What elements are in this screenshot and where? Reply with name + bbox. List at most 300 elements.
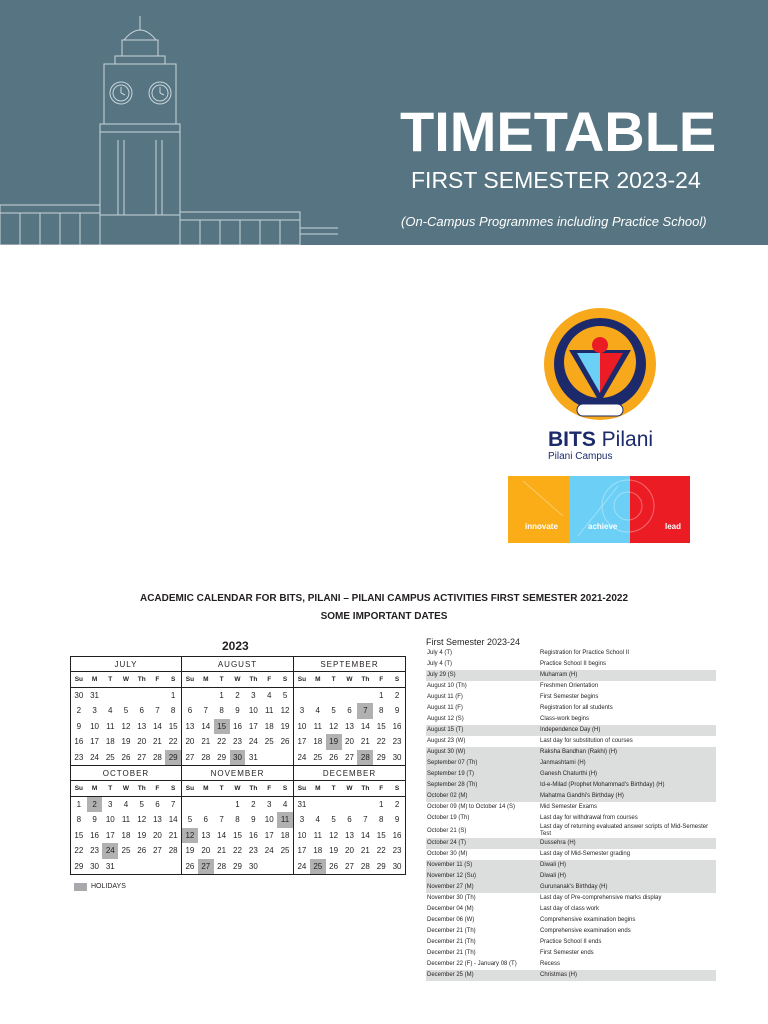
important-dates-list (426, 648, 716, 981)
day-cell: 3 (251, 690, 256, 700)
day-cell: 3 (266, 799, 272, 809)
tagline-banner (508, 476, 690, 543)
day-cell: 7 (170, 799, 176, 809)
day-cell: 27 (185, 752, 195, 762)
day-cell (198, 797, 214, 813)
day-cell: 21 (360, 737, 370, 746)
day-cell: 22 (168, 737, 178, 746)
month-name: AUGUST (182, 657, 293, 672)
day-cell (165, 859, 181, 875)
day-cell (150, 859, 166, 875)
day-cell: 3 (299, 815, 305, 824)
weekday-label: S (277, 781, 293, 797)
date-text: December 06 (W) (427, 917, 475, 923)
day-cell (182, 688, 198, 704)
date-text: December 21 (Th) (427, 950, 476, 956)
day-cell: 1 (219, 690, 224, 700)
day-cell: 30 (90, 861, 100, 871)
date-row (426, 791, 716, 802)
holiday-legend: HOLIDAYS (74, 882, 126, 892)
day-cell: 29 (217, 752, 227, 762)
event-text: Practice School II begins (540, 661, 607, 667)
day-cell: 28 (360, 861, 370, 871)
date-text: December 22 (F) - January 08 (T) (427, 961, 517, 967)
day-cell: 15 (168, 721, 178, 731)
day-cell (118, 859, 134, 875)
day-cell: 29 (233, 861, 242, 871)
weekday-label: W (118, 781, 134, 797)
date-row (426, 758, 716, 769)
date-row (426, 692, 716, 703)
day-cell: 10 (264, 815, 274, 824)
tag-lead: lead (665, 522, 682, 531)
event-text: Registration for all students (540, 705, 613, 711)
day-cell: 8 (235, 815, 240, 824)
day-cell: 23 (233, 737, 242, 746)
day-cell: 26 (121, 752, 131, 762)
day-cell: 9 (92, 815, 97, 824)
day-cell: 7 (363, 815, 368, 824)
weekday-label: T (214, 781, 230, 797)
event-text: Practice School II ends (540, 939, 602, 945)
day-cell: 9 (76, 721, 82, 731)
date-row (426, 681, 716, 692)
holiday-day-cell: 11 (277, 812, 293, 828)
day-cell: 15 (233, 830, 242, 840)
holiday-day-cell: 15 (214, 719, 230, 735)
event-text: Last day for withdrawal from courses (540, 815, 638, 821)
day-cell: 12 (280, 706, 290, 715)
event-text: First Semester ends (540, 950, 594, 956)
day-cell: 29 (376, 861, 386, 871)
day-cell: 5 (123, 706, 129, 715)
day-cell: 30 (74, 690, 84, 700)
day-cell: 8 (76, 815, 82, 824)
date-text: September 19 (T) (427, 771, 475, 777)
day-cell: 16 (74, 737, 84, 746)
day-cell: 22 (74, 846, 84, 855)
day-cell: 11 (106, 721, 115, 731)
day-cell: 25 (105, 752, 115, 762)
date-row (426, 915, 716, 926)
day-cell (342, 797, 358, 813)
date-text: October 19 (Th) (427, 815, 470, 821)
day-cell: 16 (392, 721, 402, 731)
date-text: July 4 (T) (427, 650, 453, 656)
date-row (426, 824, 716, 838)
event-text: Recess (540, 961, 561, 967)
day-cell: 1 (76, 799, 82, 809)
day-cell: 22 (376, 737, 386, 746)
day-cell: 30 (392, 861, 402, 871)
weekday-label: Su (71, 672, 87, 688)
month-calendar-grid (71, 657, 406, 875)
day-cell: 21 (168, 830, 178, 840)
weekday-label: W (118, 672, 134, 688)
day-cell: 24 (297, 752, 307, 762)
month-name: JULY (71, 657, 181, 672)
date-text: August 23 (W) (427, 738, 466, 744)
day-cell: 6 (155, 799, 160, 809)
date-text: October 09 (M) to October 14 (S) (427, 804, 516, 810)
day-cell: 12 (137, 815, 147, 824)
event-text: Independence Day (H) (540, 727, 601, 733)
month-september (293, 656, 406, 766)
day-cell: 2 (394, 690, 400, 700)
date-row (426, 893, 716, 904)
event-text: Muharram (H) (540, 672, 578, 678)
date-row (426, 648, 716, 659)
day-cell: 18 (105, 737, 115, 746)
day-cell: 10 (90, 721, 100, 731)
date-text: December 21 (Th) (427, 928, 476, 934)
holiday-day-cell: 25 (310, 859, 326, 875)
date-text: October 02 (M) (427, 793, 468, 799)
date-row (426, 769, 716, 780)
day-cell (261, 859, 277, 875)
day-cell: 16 (90, 830, 100, 840)
date-row (426, 882, 716, 893)
day-cell: 27 (137, 752, 147, 762)
calendar-year: 2023 (222, 639, 249, 653)
day-cell: 12 (329, 721, 339, 731)
day-cell (277, 750, 293, 766)
day-cell: 26 (137, 846, 147, 855)
event-text: Diwali (H) (540, 873, 566, 879)
date-row (426, 937, 716, 948)
event-text: Last day of returning evaluated answer scripts of Mid-Semester Test (540, 824, 709, 837)
date-row (426, 948, 716, 959)
event-text: Dussehra (H) (540, 840, 576, 846)
day-cell: 10 (105, 815, 115, 824)
month-name: SEPTEMBER (294, 657, 405, 672)
day-cell: 8 (378, 706, 384, 715)
month-october (70, 765, 182, 875)
date-row (426, 703, 716, 714)
day-cell (326, 688, 342, 704)
weekday-label: M (198, 781, 214, 797)
weekday-label: F (150, 781, 166, 797)
weekday-label: Su (182, 672, 198, 688)
day-cell (150, 688, 166, 704)
day-cell: 4 (266, 690, 272, 700)
day-cell: 14 (360, 830, 370, 840)
day-cell: 21 (201, 737, 211, 746)
day-cell: 25 (313, 752, 323, 762)
day-cell: 12 (329, 830, 339, 840)
day-cell: 14 (360, 721, 370, 731)
day-cell: 26 (280, 737, 290, 746)
day-cell: 2 (394, 799, 400, 809)
day-cell: 8 (170, 706, 176, 715)
day-cell: 13 (345, 721, 354, 731)
day-cell: 24 (90, 752, 100, 762)
day-cell: 15 (74, 830, 84, 840)
weekday-label: Su (294, 781, 310, 797)
day-cell: 20 (185, 737, 195, 746)
weekday-label: Su (71, 781, 87, 797)
event-text: Ganesh Chaturthi (H) (540, 771, 598, 777)
date-text: November 27 (M) (427, 884, 474, 890)
day-cell: 29 (376, 752, 386, 762)
day-cell: 23 (392, 846, 402, 855)
holiday-day-cell: 19 (326, 734, 342, 750)
weekday-label: Su (294, 672, 310, 688)
semester-subtitle: FIRST SEMESTER 2023-24 (411, 167, 701, 193)
day-cell: 3 (108, 799, 113, 809)
day-cell: 11 (313, 721, 322, 731)
day-cell: 30 (248, 861, 258, 871)
day-cell: 23 (392, 737, 402, 746)
day-cell: 15 (376, 830, 386, 840)
date-text: September 28 (Th) (427, 782, 478, 788)
day-cell: 20 (152, 830, 162, 840)
day-cell (261, 750, 277, 766)
date-text: August 12 (S) (427, 716, 464, 722)
calendar-heading: ACADEMIC CALENDAR FOR BITS, PILANI – PILANI CAMPUS ACTIVITIES FIRST SEMESTER 2021-2022 (139, 593, 629, 604)
date-text: December 04 (M) (427, 906, 474, 912)
day-cell: 6 (347, 706, 352, 715)
weekday-label: M (87, 781, 103, 797)
day-cell: 14 (201, 721, 211, 731)
day-cell: 25 (264, 737, 274, 746)
date-text: July 4 (T) (427, 661, 453, 667)
day-cell: 26 (329, 861, 339, 871)
holiday-day-cell: 30 (230, 750, 246, 766)
date-row (426, 725, 716, 736)
weekday-label: S (389, 781, 405, 797)
day-cell: 19 (185, 846, 195, 855)
date-text: November 30 (Th) (427, 895, 476, 901)
day-cell: 30 (392, 752, 402, 762)
date-row (426, 970, 716, 981)
day-cell: 12 (121, 721, 131, 731)
day-cell: 11 (313, 830, 322, 840)
day-cell: 31 (297, 799, 307, 809)
dates-list-title: First Semester 2023-24 (426, 637, 521, 647)
day-cell: 28 (201, 752, 211, 762)
event-text: Last day of class work (540, 906, 600, 912)
weekday-label: F (373, 672, 389, 688)
weekday-label: Su (182, 781, 198, 797)
day-cell: 24 (248, 737, 258, 746)
day-cell: 18 (121, 830, 131, 840)
weekday-label: M (198, 672, 214, 688)
event-text: Class-work begins (540, 716, 590, 722)
day-cell: 13 (137, 721, 147, 731)
day-cell: 28 (217, 861, 227, 871)
weekday-label: W (230, 672, 246, 688)
campus-name: Pilani Campus (548, 451, 613, 462)
day-cell (326, 797, 342, 813)
event-text: Registration for Practice School II (540, 650, 630, 656)
event-text: Id-e-Milad (Prophet Mohammad's Birthday) (H) (540, 782, 665, 788)
day-cell: 31 (248, 752, 258, 762)
weekday-label: W (230, 781, 246, 797)
weekday-label: Th (357, 672, 373, 688)
header-banner (0, 0, 768, 245)
day-cell (357, 797, 373, 813)
day-cell: 21 (217, 846, 227, 855)
day-cell: 17 (264, 830, 274, 840)
day-cell: 4 (315, 706, 320, 715)
day-cell: 10 (248, 706, 258, 715)
day-cell: 5 (331, 815, 336, 824)
event-text: Gurunanak's Birthday (H) (540, 884, 608, 890)
day-cell: 24 (264, 846, 274, 855)
day-cell: 5 (282, 690, 288, 700)
day-cell: 22 (233, 846, 242, 855)
day-cell (342, 688, 358, 704)
holiday-day-cell: 7 (357, 703, 373, 719)
bits-emblem-logo (541, 305, 659, 423)
date-row (426, 659, 716, 670)
date-row (426, 860, 716, 871)
day-cell: 10 (297, 721, 307, 731)
weekday-label: T (326, 672, 342, 688)
day-cell: 17 (105, 830, 115, 840)
day-cell: 19 (280, 721, 290, 731)
weekday-label: F (261, 672, 277, 688)
date-row (426, 747, 716, 758)
date-text: September 07 (Th) (427, 760, 478, 766)
day-cell: 31 (105, 861, 115, 871)
date-row (426, 670, 716, 681)
weekday-label: S (277, 672, 293, 688)
day-cell (294, 688, 310, 704)
day-cell: 7 (155, 706, 160, 715)
month-november (181, 765, 294, 875)
day-cell: 6 (139, 706, 144, 715)
day-cell: 22 (376, 846, 386, 855)
clock-tower-illustration (0, 0, 340, 245)
day-cell: 17 (90, 737, 100, 746)
day-cell (102, 688, 118, 704)
holiday-day-cell: 2 (87, 797, 103, 813)
day-cell: 15 (376, 721, 386, 731)
holiday-swatch (74, 883, 87, 891)
date-row (426, 871, 716, 882)
day-cell: 19 (329, 846, 339, 855)
day-cell: 27 (345, 752, 354, 762)
day-cell: 13 (201, 830, 211, 840)
day-cell: 1 (378, 799, 384, 809)
date-text: August 10 (Th) (427, 683, 467, 689)
event-text: Freshmen Orientation (540, 683, 599, 689)
date-text: August 15 (T) (427, 727, 464, 733)
day-cell: 20 (137, 737, 147, 746)
weekday-label: S (389, 672, 405, 688)
day-cell: 1 (170, 690, 176, 700)
event-text: Last day of Pre-comprehensive marks display (540, 895, 662, 901)
day-cell: 13 (185, 721, 195, 731)
day-cell (310, 688, 326, 704)
day-cell (198, 688, 214, 704)
event-text: Mahatma Gandhi's Birthday (H) (540, 793, 624, 799)
weekday-label: Th (245, 781, 261, 797)
day-cell: 26 (329, 752, 339, 762)
day-cell: 17 (248, 721, 258, 731)
event-text: Janmashtami (H) (540, 760, 586, 766)
day-cell: 29 (74, 861, 84, 871)
date-text: October 21 (S) (427, 827, 467, 834)
day-cell: 11 (265, 706, 274, 715)
day-cell (182, 797, 198, 813)
weekday-label: T (214, 672, 230, 688)
day-cell: 20 (345, 737, 354, 746)
month-name: NOVEMBER (182, 766, 293, 781)
event-text: Last day of Mid-Semester grading (540, 851, 631, 857)
date-text: November 12 (Su) (427, 873, 477, 879)
day-cell: 28 (168, 846, 178, 855)
day-cell: 28 (152, 752, 162, 762)
important-dates-heading: SOME IMPORTANT DATES (320, 611, 448, 622)
day-cell: 5 (187, 815, 193, 824)
event-text: Mid Semester Exams (540, 804, 598, 810)
month-august (181, 656, 294, 766)
day-cell: 20 (345, 846, 354, 855)
day-cell: 24 (297, 861, 307, 871)
day-cell: 16 (248, 830, 258, 840)
day-cell: 23 (74, 752, 84, 762)
day-cell: 18 (280, 830, 290, 840)
day-cell: 13 (345, 830, 354, 840)
weekday-label: F (261, 781, 277, 797)
day-cell: 16 (233, 721, 242, 731)
day-cell: 26 (185, 861, 195, 871)
date-text: November 11 (S) (427, 862, 473, 868)
event-text: Diwali (H) (540, 862, 566, 868)
day-cell: 4 (315, 815, 320, 824)
day-cell: 14 (217, 830, 227, 840)
date-text: October 30 (M) (427, 851, 468, 857)
day-cell (118, 688, 134, 704)
tag-innovate: innovate (525, 522, 558, 531)
date-row (426, 959, 716, 970)
day-cell: 13 (152, 815, 162, 824)
date-row (426, 714, 716, 725)
holiday-day-cell: 12 (182, 828, 198, 844)
day-cell: 21 (360, 846, 370, 855)
day-cell: 20 (201, 846, 211, 855)
day-cell: 4 (282, 799, 288, 809)
day-cell: 14 (152, 721, 162, 731)
day-cell (134, 859, 150, 875)
event-text: Comprehensive examination ends (540, 928, 631, 934)
day-cell: 6 (203, 815, 208, 824)
weekday-label: F (373, 781, 389, 797)
month-july (70, 656, 182, 766)
day-cell (310, 797, 326, 813)
weekday-label: T (102, 672, 118, 688)
day-cell: 8 (219, 706, 224, 715)
weekday-label: M (87, 672, 103, 688)
event-text: Christmas (H) (540, 972, 577, 978)
day-cell: 18 (313, 846, 323, 855)
day-cell: 18 (313, 737, 323, 746)
day-cell: 25 (121, 846, 131, 855)
weekday-label: Th (134, 781, 150, 797)
day-cell: 22 (217, 737, 227, 746)
holiday-day-cell: 28 (357, 750, 373, 766)
day-cell: 9 (394, 815, 400, 824)
day-cell: 5 (139, 799, 144, 809)
weekday-label: M (310, 781, 326, 797)
month-december (293, 765, 406, 875)
day-cell: 2 (251, 799, 256, 809)
holiday-day-cell: 24 (102, 843, 118, 859)
event-text: Raksha Bandhan (Rakhi) (H) (540, 749, 618, 755)
